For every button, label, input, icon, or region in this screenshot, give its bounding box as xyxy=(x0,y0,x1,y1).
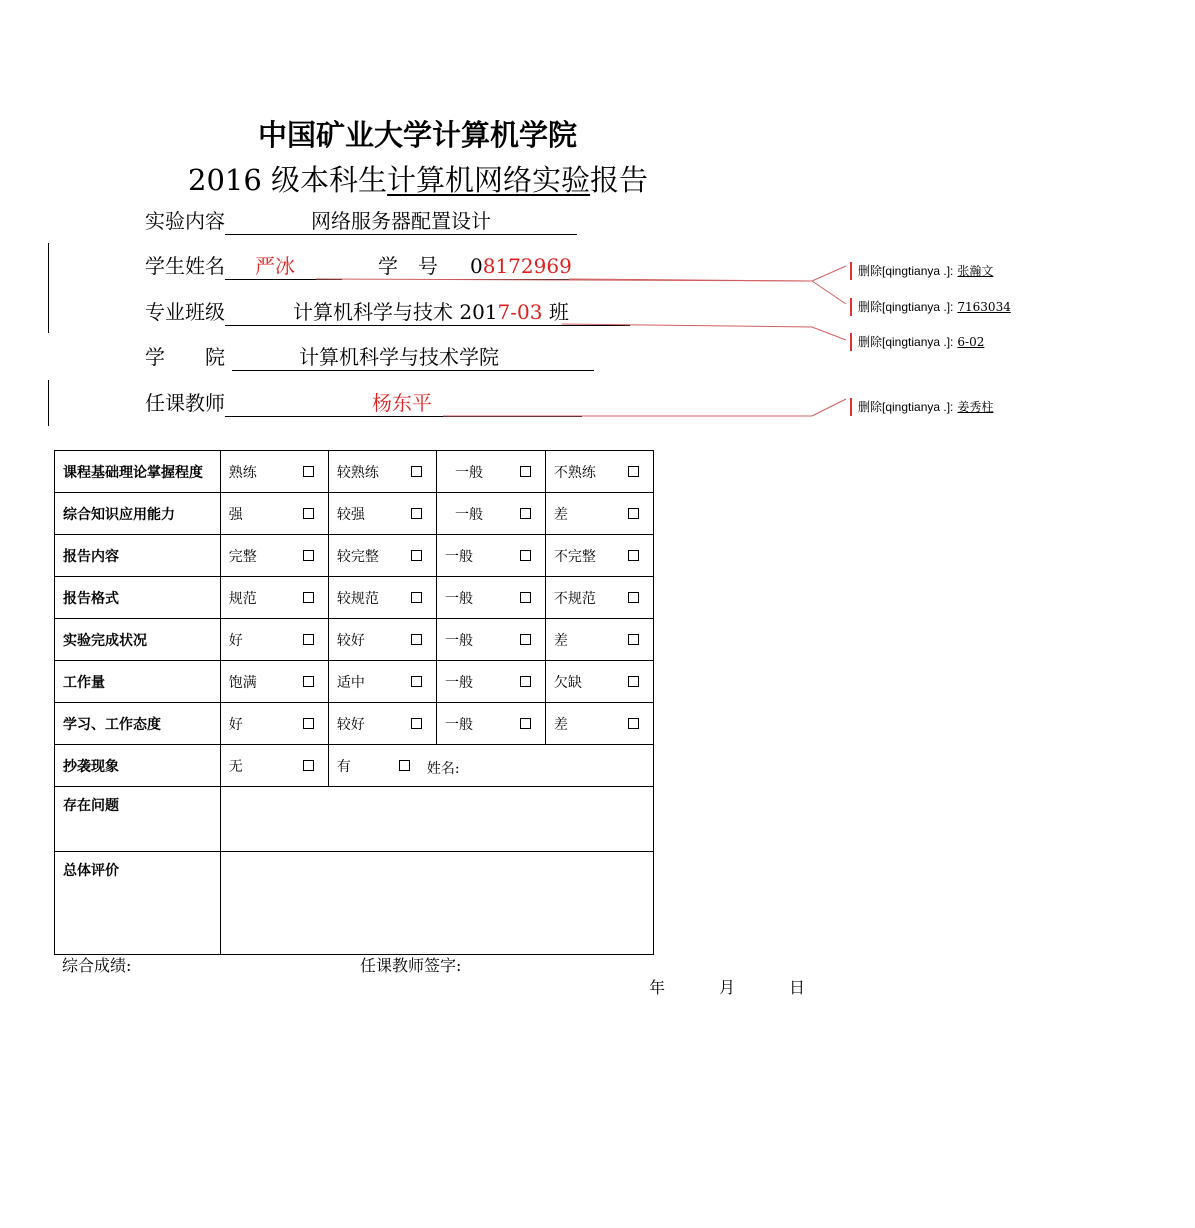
date-day-label: 日 xyxy=(789,978,806,997)
option-cell xyxy=(437,451,546,493)
option-cell xyxy=(545,661,653,703)
field-college xyxy=(145,345,594,371)
checkbox[interactable] xyxy=(628,592,639,603)
option-cell xyxy=(437,577,546,619)
option-label: 欠缺 xyxy=(553,674,582,691)
checkbox[interactable] xyxy=(303,760,314,771)
score-label: 综合成绩: xyxy=(62,956,132,975)
field-experiment xyxy=(145,209,577,235)
option-cell xyxy=(437,703,546,745)
option-label: 适中 xyxy=(336,674,365,691)
option-label: 较强 xyxy=(336,506,365,523)
date-year-label: 年 xyxy=(649,978,666,997)
checkbox[interactable] xyxy=(303,676,314,687)
checkbox[interactable] xyxy=(399,760,410,771)
option-label: 饱满 xyxy=(228,674,257,691)
option-label: 差 xyxy=(553,506,568,523)
option-label: 一般 xyxy=(445,548,473,565)
option-cell xyxy=(545,619,653,661)
option-cell xyxy=(328,745,653,787)
table-row xyxy=(55,852,654,955)
field-teacher-label: 任课教师 xyxy=(145,391,225,415)
option-label: 一般 xyxy=(455,506,483,523)
option-cell xyxy=(220,619,328,661)
option-label: 强 xyxy=(228,506,243,523)
option-label: 完整 xyxy=(228,548,257,565)
row-category-overall: 总体评价 xyxy=(55,852,221,955)
checkbox[interactable] xyxy=(303,508,314,519)
option-cell xyxy=(220,451,328,493)
option-label: 好 xyxy=(228,632,243,649)
option-label: 不规范 xyxy=(553,590,596,607)
revision-comment-label: 删除[qingtianya .]: xyxy=(858,300,954,314)
row-category-plagiarism: 抄袭现象 xyxy=(55,745,221,787)
revision-comment[interactable] xyxy=(850,262,993,280)
connector-line xyxy=(562,324,846,340)
field-major-class-value: 7-03 xyxy=(497,300,543,324)
option-label: 较好 xyxy=(336,716,365,733)
option-cell xyxy=(437,493,546,535)
field-student-name-value: 严冰 xyxy=(255,254,295,278)
option-label: 有 xyxy=(336,758,351,775)
revision-comment-value: 6-02 xyxy=(957,335,985,349)
checkbox[interactable] xyxy=(303,718,314,729)
row-category: 工作量 xyxy=(55,661,221,703)
field-major-class-prefix: 计算机科学与技术 201 xyxy=(293,300,498,324)
option-cell xyxy=(328,535,436,577)
revision-bar xyxy=(48,243,49,333)
checkbox[interactable] xyxy=(411,550,422,561)
revision-comment-value: 张瀚文 xyxy=(957,264,994,278)
table-row xyxy=(55,577,654,619)
table-row xyxy=(55,745,654,787)
revision-comment-value: 7163034 xyxy=(957,300,1011,314)
date-month-label: 月 xyxy=(719,978,736,997)
checkbox[interactable] xyxy=(520,466,531,477)
option-label: 较熟练 xyxy=(336,464,379,481)
field-experiment-value: 网络服务器配置设计 xyxy=(225,209,577,235)
checkbox[interactable] xyxy=(628,718,639,729)
field-major-class-label: 专业班级 xyxy=(145,300,225,324)
table-row xyxy=(55,787,654,852)
checkbox[interactable] xyxy=(411,718,422,729)
evaluation-table-body xyxy=(55,451,654,745)
table-row xyxy=(55,493,654,535)
evaluation-table-extra xyxy=(55,745,654,955)
field-student-name-label: 学生姓名 xyxy=(145,254,225,278)
option-label: 不完整 xyxy=(553,548,596,565)
checkbox[interactable] xyxy=(520,592,531,603)
option-label: 不熟练 xyxy=(553,464,596,481)
field-major-class xyxy=(145,300,630,326)
option-cell xyxy=(220,745,328,787)
option-cell xyxy=(545,703,653,745)
revision-comment-label: 删除[qingtianya .]: xyxy=(858,400,954,414)
checkbox[interactable] xyxy=(303,592,314,603)
row-category: 实验完成状况 xyxy=(55,619,221,661)
checkbox[interactable] xyxy=(628,508,639,519)
plagiarism-name-label: 姓名: xyxy=(426,761,460,777)
option-cell xyxy=(328,577,436,619)
checkbox[interactable] xyxy=(411,508,422,519)
option-cell xyxy=(220,493,328,535)
evaluation-table xyxy=(54,450,654,955)
checkbox[interactable] xyxy=(520,508,531,519)
row-category-problems: 存在问题 xyxy=(55,787,221,852)
field-teacher-value: 杨东平 xyxy=(372,391,432,415)
option-label: 较规范 xyxy=(336,590,379,607)
option-cell xyxy=(328,451,436,493)
option-label: 一般 xyxy=(445,590,473,607)
field-teacher xyxy=(145,391,582,417)
revision-comment-label: 删除[qingtianya .]: xyxy=(858,335,954,349)
option-label: 熟练 xyxy=(228,464,257,481)
option-cell xyxy=(545,535,653,577)
field-experiment-label: 实验内容 xyxy=(145,209,225,233)
checkbox[interactable] xyxy=(520,676,531,687)
option-cell xyxy=(328,703,436,745)
checkbox[interactable] xyxy=(520,634,531,645)
option-label: 一般 xyxy=(455,464,483,481)
row-category: 课程基础理论掌握程度 xyxy=(55,451,221,493)
table-row xyxy=(55,619,654,661)
option-cell xyxy=(220,577,328,619)
checkbox[interactable] xyxy=(628,676,639,687)
option-label: 一般 xyxy=(445,716,473,733)
checkbox[interactable] xyxy=(628,466,639,477)
option-cell xyxy=(220,703,328,745)
revision-comment-value: 姜秀柱 xyxy=(957,400,994,414)
option-cell xyxy=(545,577,653,619)
checkbox[interactable] xyxy=(303,550,314,561)
field-student-id-prefix: 0 xyxy=(470,254,483,278)
option-cell xyxy=(437,535,546,577)
checkbox[interactable] xyxy=(303,466,314,477)
table-row xyxy=(55,451,654,493)
row-category: 报告格式 xyxy=(55,577,221,619)
field-student xyxy=(145,254,576,280)
checkbox[interactable] xyxy=(411,676,422,687)
field-student-id-label: 学 号 xyxy=(378,254,438,278)
checkbox[interactable] xyxy=(628,634,639,645)
option-cell xyxy=(328,661,436,703)
row-category: 综合知识应用能力 xyxy=(55,493,221,535)
checkbox[interactable] xyxy=(520,550,531,561)
checkbox[interactable] xyxy=(520,718,531,729)
option-label: 规范 xyxy=(228,590,257,607)
table-row xyxy=(55,661,654,703)
revision-bar xyxy=(48,380,49,426)
revision-comment-label: 删除[qingtianya .]: xyxy=(858,264,954,278)
field-student-id-value: 8172969 xyxy=(482,254,572,278)
option-label: 较好 xyxy=(336,632,365,649)
option-label: 无 xyxy=(228,758,243,775)
option-label: 一般 xyxy=(445,632,473,649)
option-label: 差 xyxy=(553,716,568,733)
report-title-school: 中国矿业大学计算机学院 xyxy=(258,118,578,152)
checkbox[interactable] xyxy=(411,634,422,645)
checkbox[interactable] xyxy=(411,466,422,477)
option-cell xyxy=(545,493,653,535)
option-cell xyxy=(437,661,546,703)
option-label: 好 xyxy=(228,716,243,733)
option-cell xyxy=(220,661,328,703)
option-label: 差 xyxy=(553,632,568,649)
report-title-course xyxy=(188,158,648,199)
option-cell xyxy=(437,619,546,661)
row-category: 报告内容 xyxy=(55,535,221,577)
option-label: 一般 xyxy=(445,674,473,691)
option-cell xyxy=(328,493,436,535)
title-course-name: 计算机网络实验 xyxy=(387,163,591,197)
option-cell xyxy=(328,619,436,661)
overall-input-area[interactable] xyxy=(220,852,653,955)
title-year-prefix: 2016 级本科生 xyxy=(188,163,388,197)
revision-comment[interactable] xyxy=(850,333,984,351)
revision-comment[interactable] xyxy=(850,298,1011,316)
checkbox[interactable] xyxy=(411,592,422,603)
title-suffix: 报告 xyxy=(590,163,649,197)
field-college-label: 学 院 xyxy=(145,345,225,369)
checkbox[interactable] xyxy=(628,550,639,561)
option-label: 较完整 xyxy=(336,548,379,565)
row-category: 学习、工作态度 xyxy=(55,703,221,745)
field-major-class-suffix: 班 xyxy=(548,300,569,324)
table-row xyxy=(55,703,654,745)
signature-label: 任课教师签字: xyxy=(360,956,462,975)
field-college-value: 计算机科学与技术学院 xyxy=(232,345,594,371)
problems-input-area[interactable] xyxy=(220,787,653,852)
table-row xyxy=(55,535,654,577)
option-cell xyxy=(545,451,653,493)
checkbox[interactable] xyxy=(303,634,314,645)
option-cell xyxy=(220,535,328,577)
revision-comment[interactable] xyxy=(850,398,993,416)
